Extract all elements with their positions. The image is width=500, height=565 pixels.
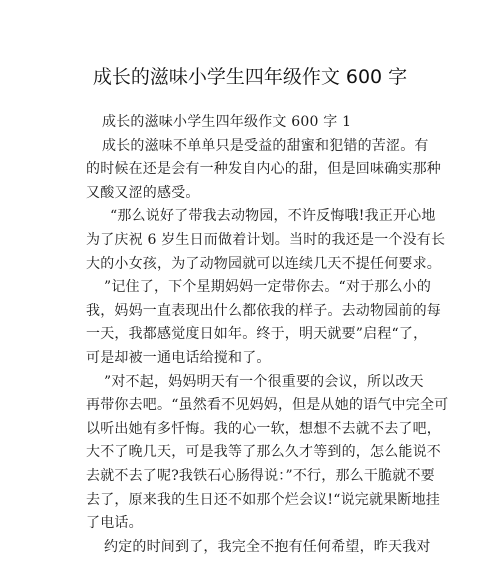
paragraph-4-line-5: 去就不去了呢?我铁石心肠得说：”不行，那么干脆就不要 (86, 467, 435, 484)
paragraph-4-line-2: 再带你去吧。“虽然看不见妈妈，但是从她的语气中完全可 (86, 397, 449, 414)
paragraph-4-line-6: 去了，原来我的生日还不如那个烂会议!“说完就果断地挂 (86, 491, 440, 508)
paragraph-1-line-3: 又酸又涩的感受。 (86, 184, 200, 201)
paragraph-1-line-1: 成长的滋味不单单只是受益的甜蜜和犯错的苦涩。有 (102, 137, 429, 154)
paragraph-3-line-4: 可是却被一通电话给搅和了。 (86, 349, 271, 366)
paragraph-5-line-1: 约定的时间到了，我完全不抱有任何希望，昨天我对 (104, 538, 431, 555)
document-title: 成长的滋味小学生四年级作文 600 字 (92, 66, 408, 88)
essay-subtitle: 成长的滋味小学生四年级作文 600 字 1 (102, 114, 352, 130)
paragraph-2-line-2: 为了庆祝 6 岁生日而做着计划。当时的我还是一个没有长 (86, 231, 446, 248)
paragraph-4-line-4: 大不了晚几天，可是我等了那么久才等到的，怎么能说不 (86, 444, 441, 461)
paragraph-3-line-1: ”记住了，下个星期妈妈一定带你去。“对于那么小的 (104, 279, 432, 296)
essay-body (86, 111, 449, 559)
paragraph-4-line-1: ”对不起，妈妈明天有一个很重要的会议，所以改天 (104, 373, 424, 390)
paragraph-3-line-3: 一天，我都感觉度日如年。终于，明天就要”启程“了， (86, 326, 428, 343)
paragraph-4-line-3: 以听出她有多忏悔。我的心一软，想想不去就不去了吧， (86, 420, 441, 437)
paragraph-2-line-3: 大的小女孩，为了动物园就可以连续几天不提任何要求。 (86, 255, 441, 272)
paragraph-3-line-2: 我，妈妈一直表现出什么都依我的样子。去动物园前的每 (86, 302, 441, 319)
paragraph-2-line-1: “那么说好了带我去动物园，不许反悔哦!我正开心地 (110, 208, 436, 225)
paragraph-4-line-7: 了电话。 (86, 515, 143, 532)
paragraph-1-line-2: 的时候在还是会有一种发自内心的甜，但是回味确实那种 (86, 161, 441, 178)
